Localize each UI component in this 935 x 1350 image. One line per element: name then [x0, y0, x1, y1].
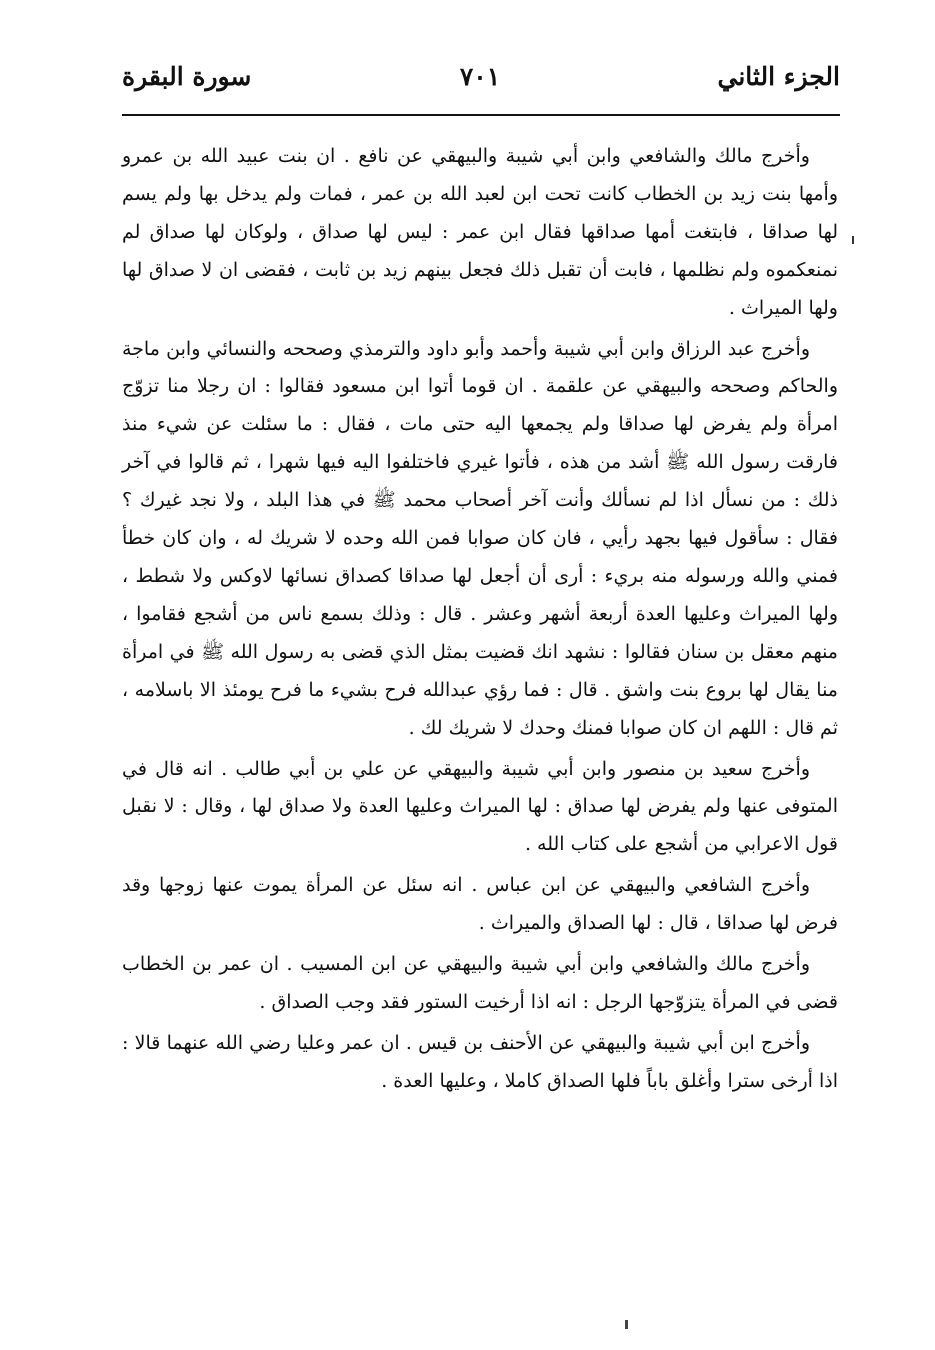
header-divider: [122, 114, 840, 116]
paragraph-4: وأخرج الشافعي والبيهقي عن ابن عباس . انه سئل عن المرأة يموت عنها زوجها وقد فرض لها صداقا ، قال : لها الصداق والميراث .: [122, 874, 838, 935]
surah-title: سورة البقرة: [122, 62, 252, 91]
paragraph-5: وأخرج مالك والشافعي وابن أبي شيبة والبيهقي عن ابن المسيب . ان عمر بن الخطاب قضى في المرأة يتزوّجها الرجل : انه اذا أرخيت الستور فقد وجب الصداق .: [122, 953, 838, 1013]
paragraph-1: وأخرج مالك والشافعي وابن أبي شيبة والبيهقي عن نافع . ان بنت عبيد الله بن عمرو وأمها بنت زيد بن الخطاب كانت تحت ابن لعبد الله بن عمر ، فمات ولم يدخل بها ولم يسم لها صداقا ، فابتغت أمها صداقها فقال ابن عمر : ليس لها صداق ، ولوكان لها صداق لم نمنعكموه ولم نظلمها ، فابت أن تقبل ذلك فجعل بينهم زيد بن ثابت ، فقضى ان لا صداق لها ولها الميراث .: [122, 145, 838, 319]
margin-mark: [852, 236, 854, 244]
paragraph-6: وأخرج ابن أبي شيبة والبيهقي عن الأحنف بن قيس . ان عمر وعليا رضي الله عنهما قالا : اذا أرخى سترا وأغلق باباً فلها الصداق كاملا ، وعليها العدة .: [122, 1031, 838, 1092]
paragraph-3: وأخرج سعيد بن منصور وابن أبي شيبة والبيهقي عن علي بن أبي طالب . انه قال في المتوفى عنها ولم يفرض لها صداق : لها الميراث وعليها العدة ولا صداق لها ، وقال : لا نقبل قول الاعرابي من أشجع على كتاب الله .: [122, 757, 838, 856]
paragraph-2: وأخرج عبد الرزاق وابن أبي شيبة وأحمد وأبو داود والترمذي وصححه والنسائي وابن ماجة والحاكم وصححه والبيهقي عن علقمة . ان قوما أتوا ابن مسعود فقالوا : ان رجلا منا تزوّج امرأة ولم يفرض لها صداقا ولم يجمعها اليه حتى مات ، فقال : ما سئلت عن شيء منذ فارقت رسول الله ﷺ أشد من هذه ، فأتوا غيري فاختلفوا اليه فيها شهرا ، ثم قالوا في آخر ذلك : من نسأل اذا لم نسألك وأنت آخر أصحاب محمد ﷺ في هذا البلد ، ولا نجد غيرك ؟ فقال : سأقول فيها بجهد رأيي ، فان كان صوابا فمن الله وحده لا شريك له ، وان كان خطأ فمني والله ورسوله منه بريء : أرى أن أجعل لها صداقا كصداق نسائها لاوكس ولا شطط ، ولها الميراث وعليها العدة أربعة أشهر وعشر . قال : وذلك بسمع ناس من أشجع فقاموا ، منهم معقل بن سنان فقالوا : نشهد انك قضيت بمثل الذي قضى به رسول الله ﷺ في امرأة منا يقال لها بروع بنت واشق . قال : فما رؤي عبدالله فرح بشيء ما فرح يومئذ الا باسلامه ، ثم قال : اللهم ان كان صوابا فمنك وحدك لا شريك لك .: [122, 337, 838, 739]
page-number: ٧٠١: [459, 62, 501, 91]
bottom-mark: [625, 1320, 628, 1329]
part-title: الجزء الثاني: [717, 62, 840, 91]
text-body: [122, 138, 838, 1101]
page-header: [122, 62, 840, 96]
